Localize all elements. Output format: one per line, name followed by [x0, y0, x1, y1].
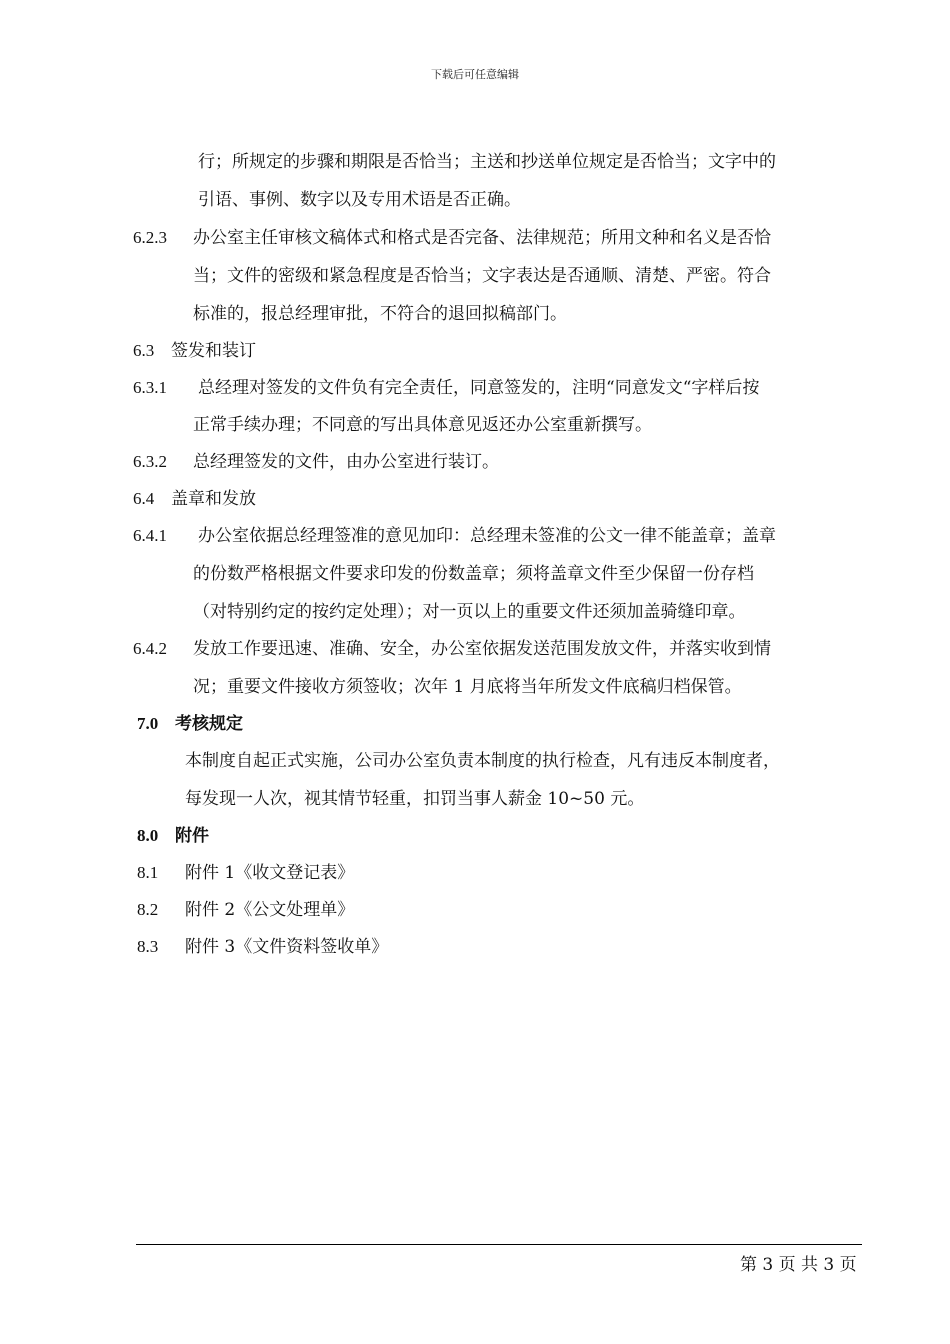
- attachment-item: 附件 3《文件资料签收单》: [185, 937, 389, 957]
- footer-divider: [136, 1244, 862, 1245]
- body-line: 的份数严格根据文件要求印发的份数盖章；须将盖章文件至少保留一份存档: [193, 564, 754, 584]
- body-line: 当；文件的密级和紧急程度是否恰当；文字表达是否通顺、清楚、严密。符合: [193, 266, 771, 286]
- section-number: 8.1: [137, 863, 159, 882]
- chapter-number: 7.0: [137, 714, 159, 733]
- section-number: 6.2.3: [133, 228, 167, 247]
- body-line: 本制度自起正式实施，公司办公室负责本制度的执行检查，凡有违反本制度者，: [185, 751, 780, 771]
- page-header: 下载后可任意编辑: [431, 68, 519, 81]
- section-title: 签发和装订: [171, 341, 256, 361]
- attachment-item: 附件 2《公文处理单》: [185, 900, 355, 920]
- body-line: 总经理签发的文件，由办公室进行装订。: [193, 452, 499, 472]
- section-number: 6.3: [133, 341, 155, 360]
- body-line: 办公室依据总经理签准的意见加印：总经理未签准的公文一律不能盖章；盖章: [198, 526, 776, 546]
- body-line: 标准的，报总经理审批，不符合的退回拟稿部门。: [193, 304, 567, 324]
- body-line: 发放工作要迅速、准确、安全，办公室依据发送范围发放文件，并落实收到情: [193, 639, 771, 659]
- section-number: 6.4.1: [133, 526, 167, 545]
- section-number: 6.4: [133, 489, 155, 508]
- body-line: 总经理对签发的文件负有完全责任，同意签发的，注明“同意发文“字样后按: [198, 378, 760, 398]
- section-title: 盖章和发放: [171, 489, 256, 509]
- section-number: 6.3.2: [133, 452, 167, 471]
- body-line: 正常手续办理；不同意的写出具体意见返还办公室重新撰写。: [193, 415, 652, 435]
- section-number: 8.3: [137, 937, 159, 956]
- body-line: 每发现一人次，视其情节轻重，扣罚当事人薪金 10~50 元。: [185, 789, 645, 809]
- body-line: 况；重要文件接收方须签收；次年 1 月底将当年所发文件底稿归档保管。: [193, 677, 742, 697]
- section-number: 6.3.1: [133, 378, 167, 397]
- chapter-title: 附件: [175, 826, 209, 846]
- body-line: （对特别约定的按约定处理）；对一页以上的重要文件还须加盖骑缝印章。: [193, 602, 746, 622]
- chapter-number: 8.0: [137, 826, 159, 845]
- body-line: 引语、事例、数字以及专用术语是否正确。: [198, 190, 521, 210]
- page-number: 第 3 页 共 3 页: [740, 1255, 857, 1275]
- section-number: 8.2: [137, 900, 159, 919]
- attachment-item: 附件 1《收文登记表》: [185, 863, 355, 883]
- section-number: 6.4.2: [133, 639, 167, 658]
- body-line: 行；所规定的步骤和期限是否恰当；主送和抄送单位规定是否恰当；文字中的: [198, 152, 776, 172]
- body-line: 办公室主任审核文稿体式和格式是否完备、法律规范；所用文种和名义是否恰: [193, 228, 771, 248]
- chapter-title: 考核规定: [175, 714, 243, 734]
